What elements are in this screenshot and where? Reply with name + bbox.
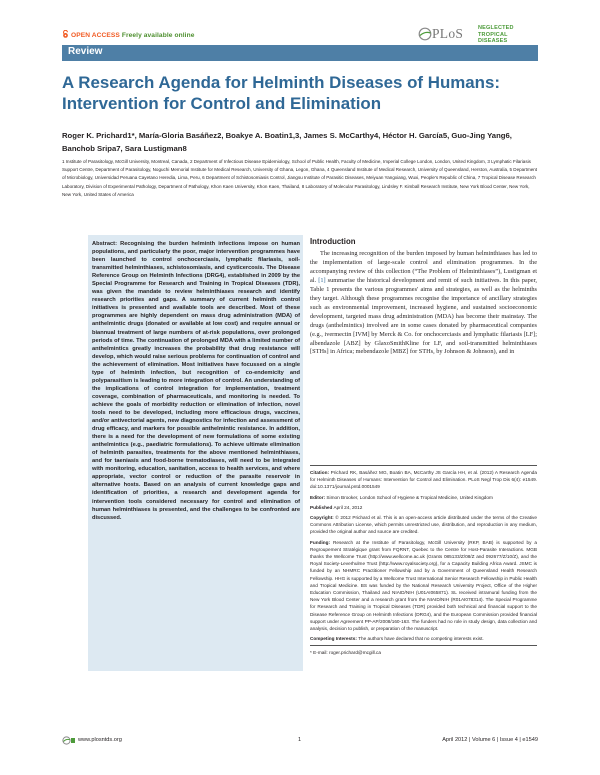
editor-label: Editor:	[310, 494, 326, 500]
intro-text-part1: The increasing recognition of the burden imposed by human helminthiases has led to the implementation of large-scale control and elimination programmes. In the accompanying review of this collection (“The Problem of Helminthiases”), Lustigman et al.	[310, 250, 537, 284]
open-access-lock-icon	[62, 30, 69, 38]
page-footer	[62, 737, 538, 749]
open-label: OPEN	[71, 32, 91, 39]
competing-interests-block	[310, 635, 537, 642]
citation-text: Prichard RK, Basáñez MG, Boatin BA, McCarthy JS García HH, et al. (2012) A Research Agenda for Helminth Diseases of Humans: Intervention for Control and Elimination. PLoS Negl Trop Dis 6(4): e1549. doi:10.1371/journal.pntd.0001549	[310, 470, 537, 490]
article-metadata	[310, 462, 537, 657]
journal-name	[478, 25, 538, 45]
author-list: Roger K. Prichard1*, María-Gloria Basáñez2, Boakye A. Boatin1,3, James S. McCarthy4, Héctor H. García5, Guo-Jing Yang6, Banchob Sripa7, Sara Lustigman8	[62, 131, 512, 153]
journal-name-line2: TROPICAL DISEASES	[478, 31, 508, 44]
freely-available-label: Freely available online	[121, 32, 195, 39]
intro-text-part2: summarise the historical development and remit of such initiatives. In this paper, Table 1 presents the various programmes' aims and strategies, as well as the helminths they target. Although these programmes recognise the importance of ancillary strategies such as environmental improvement, increased hygiene, and sustained socioeconomic development, targeted mass drug administration (MDA) has become their mainstay. The drugs (anthelmintics) involved are in some cases donated by pharmaceutical companies (e.g., ivermectin [IVM] by Merck & Co. for onchocerciasis and lymphatic filariasis [LF]; albendazole [ABZ] by GlaxoSmithKline for LF, and soil-transmitted helminthiases [STHs] in Africa; mebendazole [MBZ] for STHs, by Johnson & Johnson), and in	[310, 276, 537, 356]
access-label: ACCESS	[91, 32, 120, 39]
citation-block	[310, 469, 537, 491]
section-bar	[62, 45, 538, 61]
section-label: Review	[68, 46, 103, 57]
issue-info: April 2012 | Volume 6 | Issue 4 | e1549	[442, 737, 538, 743]
journal-url-link[interactable]: www.plosntds.org	[78, 737, 122, 743]
competing-interests-label: Competing Interests:	[310, 636, 357, 642]
journal-name-line1: NEGLECTED	[478, 25, 514, 31]
published-block	[310, 504, 537, 511]
competing-interests-text: The authors have declared that no competing interests exist.	[358, 636, 484, 642]
copyright-block	[310, 514, 537, 536]
plos-footer-logo-icon	[62, 736, 76, 745]
funding-block	[310, 539, 537, 633]
published-date: April 24, 2012	[333, 504, 363, 510]
plos-ntd-logo	[418, 23, 538, 45]
article-title: A Research Agenda for Helminth Diseases of Humans: Intervention for Control and Elimination	[62, 73, 501, 113]
corresponding-email[interactable]: * E-mail: roger.prichard@mcgill.ca	[310, 650, 381, 656]
affiliations: 1 Institute of Parasitology, McGill University, Montreal, Canada, 2 Department of Infectious Disease Epidemiology, School of Public Health, Faculty of Medicine, Imperial College London, London, United Kingdom, 3 Lymphatic Filariasis Support Centre, Department of Parasitology, Noguchi Memorial Institute for Medical Research, University of Ghana, Legon, Ghana, 4 Queensland Institute of Medical Research, University of Queensland, Herston, Australia, 5 Department of Microbiology, Universidad Peruana Cayetano Heredia, Lima, Peru, 6 Department of Schistosomiasis Control, Jiangsu Institute of Parasitic Diseases, Meiyuan Yangxiang, Wuxi, People's Republic of China, 7 Tropical Disease Research Laboratory, Division of Experimental Pathology, Department of Pathology, Khon Kaen University, Khon Kaen, Thailand, 8 Laboratory of Molecular Parasitology, Lindsley F. Kimball Research Institute, New York Blood Center, New York, New York, United States of America	[62, 159, 538, 197]
page-number: 1	[298, 737, 302, 743]
published-label: Published	[310, 504, 333, 510]
abstract-box	[88, 235, 303, 671]
email-divider	[310, 645, 537, 646]
editor-text: Simon Brooker, London School of Hygiene & Tropical Medicine, United Kingdom	[326, 494, 493, 500]
introduction-text	[310, 250, 537, 357]
copyright-label: Copyright:	[310, 515, 334, 521]
metadata-divider	[310, 465, 537, 466]
citation-link[interactable]: [1]	[318, 276, 326, 284]
funding-label: Funding:	[310, 539, 331, 545]
editor-block	[310, 494, 537, 501]
copyright-text: © 2012 Prichard et al. This is an open-access article distributed under the terms of the Creative Commons Attribution License, which permits unrestricted use, distribution, and reproduction in any medium, provided the original author and source are credited.	[310, 515, 537, 535]
citation-label: Citation:	[310, 470, 330, 475]
introduction-heading: Introduction	[310, 237, 356, 246]
plos-globe-icon	[418, 27, 432, 41]
funding-text: Research at the Institute of Parasitology, McGill University (RKP, BAB) is supported by a Regroupement Stratégique grant from FQRNT, Quebec to the Centre for Host-Parasite Interactions. MGB thanks the Wellcome Trust (http://www.wellcome.ac.uk (Grants 085133/Z/08/Z and 092677/Z/10/Z), and the Royal Society-Leverhulme Trust (http://www.royalsociety.org), for a Capacity Building Africa Award. JSMC is funded by an NHMRC Practitioner Fellowship and by a Government of Queensland Health Research Fellowship. HHG is supported by a Wellcome Trust International Senior Research Fellowship in Public Health and Tropical Medicine. BS was funded by the National Research University Project, Office of the Higher Education Commission, Thailand and NIAID/NIH (U01AI065871). SL received intramural funding from the New York Blood Center and a research grant from the NIAID/NIH (R01AI078314). The Special Programme for Research and Training in Tropical Diseases (TDR) provided both technical and financial support to the Disease Reference Group on Helminth Infections (DRG4), and the European Commission provided financial support under Agreement PP-AP/2008/160-163. The funders had no role in study design, data collection and analysis, decision to publish, or preparation of the manuscript.	[310, 539, 538, 632]
open-access-badge	[62, 30, 194, 39]
abstract-text: Abstract: Recognising the burden helminth infections impose on human populations, and particularly the poor, major intervention programmes have been launched to control onchocerciasis, lymphatic filariasis, soil-transmitted helminthiases, schistosomiasis, and cysticercosis. The Disease Reference Group on Helminth Infections (DRG4), established in 2009 by the Special Programme for Research and Training in Tropical Diseases (TDR), was given the mandate to review helminthiases research and identify research priorities and gaps. A summary of current helminth control initiatives is presented and available tools are described. Most of these programmes are highly dependent on mass drug administration (MDA) of anthelmintic drugs (donated or available at low cost) and require annual or biannual treatment of large numbers of at-risk populations, over prolonged periods of time. The continuation of prolonged MDA with a limited number of anthelmintics greatly increases the probability that drug resistance will develop, which would raise serious problems for continuation of control and the achievement of elimination. Most initiatives have focussed on a single type of helminth infection, but recognition of co-endemicity and polyparasitism is leading to more integration of control. An understanding of the implications of control integration for implementation, treatment coverage, combination of pharmaceuticals, and monitoring is needed. To achieve the goals of morbidity reduction or elimination of infection, novel tools need to be developed, including more efficacious drugs, vaccines, and/or antivectorial agents, new diagnostics for infection and assessment of drug efficacy, and markers for possible anthelmintic resistance. In addition, there is a need for the development of new formulations of some existing anthelmintics (e.g., paediatric formulations). To achieve ultimate elimination of helminth parasites, treatments for the above mentioned helminthiases, and for taeniasis and food-borne trematodiases, will need to be integrated with monitoring, education, sanitation, access to health services, and where appropriate, vector control or reduction of the parasite reservoir in alternative hosts. Based on an analysis of current knowledge gaps and identification of priorities, a research and development agenda for intervention tools considered necessary for control and elimination of human helminthiases is presented, and the challenges to be confronted are discussed.	[92, 241, 300, 521]
plos-wordmark: PLoS	[432, 26, 464, 41]
journal-header	[62, 25, 538, 44]
